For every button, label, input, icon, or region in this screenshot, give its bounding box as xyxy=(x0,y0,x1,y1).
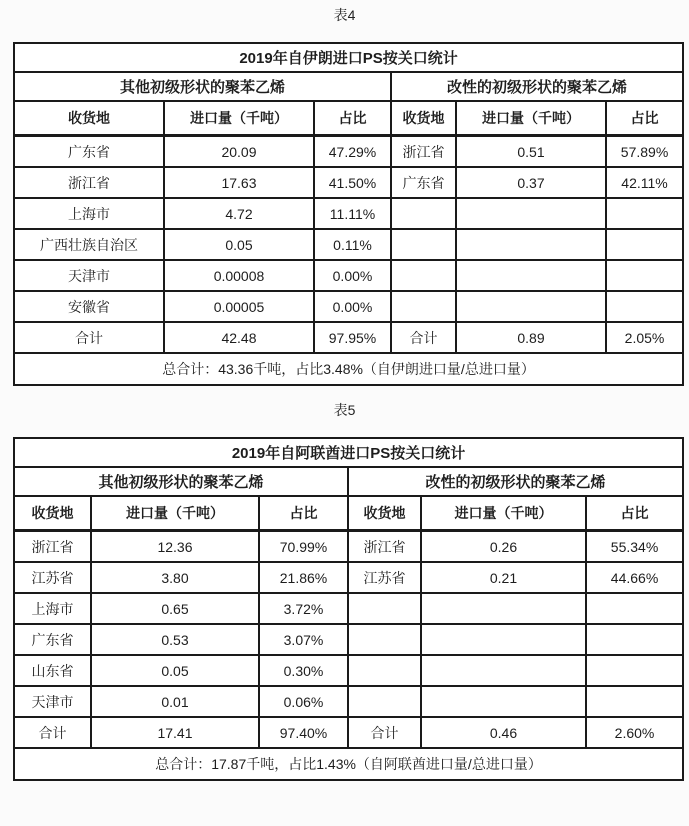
table5-title: 2019年自阿联酋进口PS按关口统计 xyxy=(14,438,683,467)
table-row xyxy=(14,467,683,496)
cell-volume xyxy=(456,229,606,260)
cell-destination: 浙江省 xyxy=(14,167,164,198)
cell-share xyxy=(586,655,683,686)
group-header-other-ps: 其他初级形状的聚苯乙烯 xyxy=(14,72,391,101)
cell-destination: 天津市 xyxy=(14,686,91,717)
cell-destination: 广东省 xyxy=(14,136,164,168)
cell-volume xyxy=(456,260,606,291)
cell-share: 11.11% xyxy=(314,198,391,229)
group-header-modified-ps: 改性的初级形状的聚苯乙烯 xyxy=(348,467,683,496)
column-header-share: 占比 xyxy=(314,101,391,136)
cell-destination: 上海市 xyxy=(14,593,91,624)
cell-destination: 浙江省 xyxy=(14,531,91,563)
cell-share: 3.72% xyxy=(259,593,348,624)
cell-destination xyxy=(391,198,456,229)
column-header-destination: 收货地 xyxy=(348,496,421,531)
cell-destination: 江苏省 xyxy=(14,562,91,593)
table-row xyxy=(14,198,683,229)
cell-share: 3.07% xyxy=(259,624,348,655)
cell-volume xyxy=(421,655,586,686)
table-row xyxy=(14,43,683,72)
cell-destination xyxy=(348,686,421,717)
grand-total-note: 总合计：43.36千吨，占比3.48%（自伊朗进口量/总进口量） xyxy=(14,353,683,385)
cell-volume: 0.00005 xyxy=(164,291,314,322)
cell-share: 55.34% xyxy=(586,531,683,563)
cell-total-volume: 42.48 xyxy=(164,322,314,353)
cell-volume: 0.01 xyxy=(91,686,259,717)
table-row xyxy=(14,291,683,322)
cell-share: 44.66% xyxy=(586,562,683,593)
cell-total-label: 合计 xyxy=(391,322,456,353)
cell-share: 0.00% xyxy=(314,260,391,291)
cell-share: 0.30% xyxy=(259,655,348,686)
cell-share xyxy=(586,686,683,717)
table4-caption: 表4 xyxy=(333,7,356,23)
cell-destination: 江苏省 xyxy=(348,562,421,593)
cell-volume: 4.72 xyxy=(164,198,314,229)
group-header-modified-ps: 改性的初级形状的聚苯乙烯 xyxy=(391,72,683,101)
cell-destination: 广东省 xyxy=(14,624,91,655)
cell-volume xyxy=(421,593,586,624)
cell-volume xyxy=(456,198,606,229)
table-row-total xyxy=(14,717,683,748)
table4-title: 2019年自伊朗进口PS按关口统计 xyxy=(14,43,683,72)
column-header-share: 占比 xyxy=(259,496,348,531)
table-row xyxy=(14,438,683,467)
column-header-volume: 进口量（千吨） xyxy=(164,101,314,136)
cell-volume: 0.51 xyxy=(456,136,606,168)
cell-share: 0.11% xyxy=(314,229,391,260)
cell-share: 70.99% xyxy=(259,531,348,563)
column-header-volume: 进口量（千吨） xyxy=(91,496,259,531)
table-row xyxy=(14,260,683,291)
cell-total-share: 97.40% xyxy=(259,717,348,748)
cell-share: 21.86% xyxy=(259,562,348,593)
cell-volume: 20.09 xyxy=(164,136,314,168)
cell-destination: 天津市 xyxy=(14,260,164,291)
cell-destination xyxy=(391,229,456,260)
table-row-grand-total xyxy=(14,353,683,385)
cell-total-volume: 0.46 xyxy=(421,717,586,748)
cell-volume xyxy=(421,686,586,717)
cell-destination xyxy=(348,593,421,624)
cell-volume: 3.80 xyxy=(91,562,259,593)
cell-destination: 广西壮族自治区 xyxy=(14,229,164,260)
cell-share xyxy=(606,198,683,229)
column-header-volume: 进口量（千吨） xyxy=(456,101,606,136)
cell-volume: 0.21 xyxy=(421,562,586,593)
table-row xyxy=(14,229,683,260)
table-row xyxy=(14,686,683,717)
table4-iran-import-stats xyxy=(13,42,684,386)
table5-caption: 表5 xyxy=(333,402,356,418)
table-row xyxy=(14,136,683,168)
cell-volume: 0.00008 xyxy=(164,260,314,291)
cell-destination: 山东省 xyxy=(14,655,91,686)
cell-total-volume: 0.89 xyxy=(456,322,606,353)
cell-destination xyxy=(348,655,421,686)
cell-destination xyxy=(391,291,456,322)
group-header-other-ps: 其他初级形状的聚苯乙烯 xyxy=(14,467,348,496)
cell-volume: 0.26 xyxy=(421,531,586,563)
table5-uae-import-stats xyxy=(13,437,684,781)
cell-total-share: 2.60% xyxy=(586,717,683,748)
table-row xyxy=(14,167,683,198)
cell-destination: 广东省 xyxy=(391,167,456,198)
cell-share: 47.29% xyxy=(314,136,391,168)
grand-total-note: 总合计：17.87千吨，占比1.43%（自阿联酋进口量/总进口量） xyxy=(14,748,683,780)
cell-total-label: 合计 xyxy=(14,322,164,353)
cell-destination: 浙江省 xyxy=(391,136,456,168)
cell-volume: 17.63 xyxy=(164,167,314,198)
cell-volume xyxy=(456,291,606,322)
column-header-share: 占比 xyxy=(586,496,683,531)
table-row-total xyxy=(14,322,683,353)
cell-destination: 上海市 xyxy=(14,198,164,229)
cell-share xyxy=(586,593,683,624)
cell-destination xyxy=(348,624,421,655)
cell-volume xyxy=(421,624,586,655)
cell-destination: 浙江省 xyxy=(348,531,421,563)
table-row xyxy=(14,562,683,593)
cell-total-share: 97.95% xyxy=(314,322,391,353)
table-row xyxy=(14,593,683,624)
cell-volume: 0.05 xyxy=(91,655,259,686)
cell-volume: 0.37 xyxy=(456,167,606,198)
column-header-destination: 收货地 xyxy=(14,496,91,531)
table-row xyxy=(14,496,683,531)
cell-share: 0.06% xyxy=(259,686,348,717)
cell-volume: 0.05 xyxy=(164,229,314,260)
cell-volume: 12.36 xyxy=(91,531,259,563)
cell-destination: 安徽省 xyxy=(14,291,164,322)
cell-share: 41.50% xyxy=(314,167,391,198)
cell-share: 57.89% xyxy=(606,136,683,168)
cell-volume: 0.65 xyxy=(91,593,259,624)
table-row xyxy=(14,655,683,686)
table-row xyxy=(14,72,683,101)
table-row xyxy=(14,101,683,136)
cell-share xyxy=(606,260,683,291)
column-header-share: 占比 xyxy=(606,101,683,136)
table-row xyxy=(14,624,683,655)
cell-total-volume: 17.41 xyxy=(91,717,259,748)
cell-total-label: 合计 xyxy=(348,717,421,748)
column-header-volume: 进口量（千吨） xyxy=(421,496,586,531)
cell-share xyxy=(586,624,683,655)
table-row-grand-total xyxy=(14,748,683,780)
cell-share: 0.00% xyxy=(314,291,391,322)
cell-share xyxy=(606,229,683,260)
column-header-destination: 收货地 xyxy=(391,101,456,136)
table-row xyxy=(14,531,683,563)
cell-total-label: 合计 xyxy=(14,717,91,748)
cell-total-share: 2.05% xyxy=(606,322,683,353)
cell-volume: 0.53 xyxy=(91,624,259,655)
cell-destination xyxy=(391,260,456,291)
cell-share: 42.11% xyxy=(606,167,683,198)
cell-share xyxy=(606,291,683,322)
column-header-destination: 收货地 xyxy=(14,101,164,136)
